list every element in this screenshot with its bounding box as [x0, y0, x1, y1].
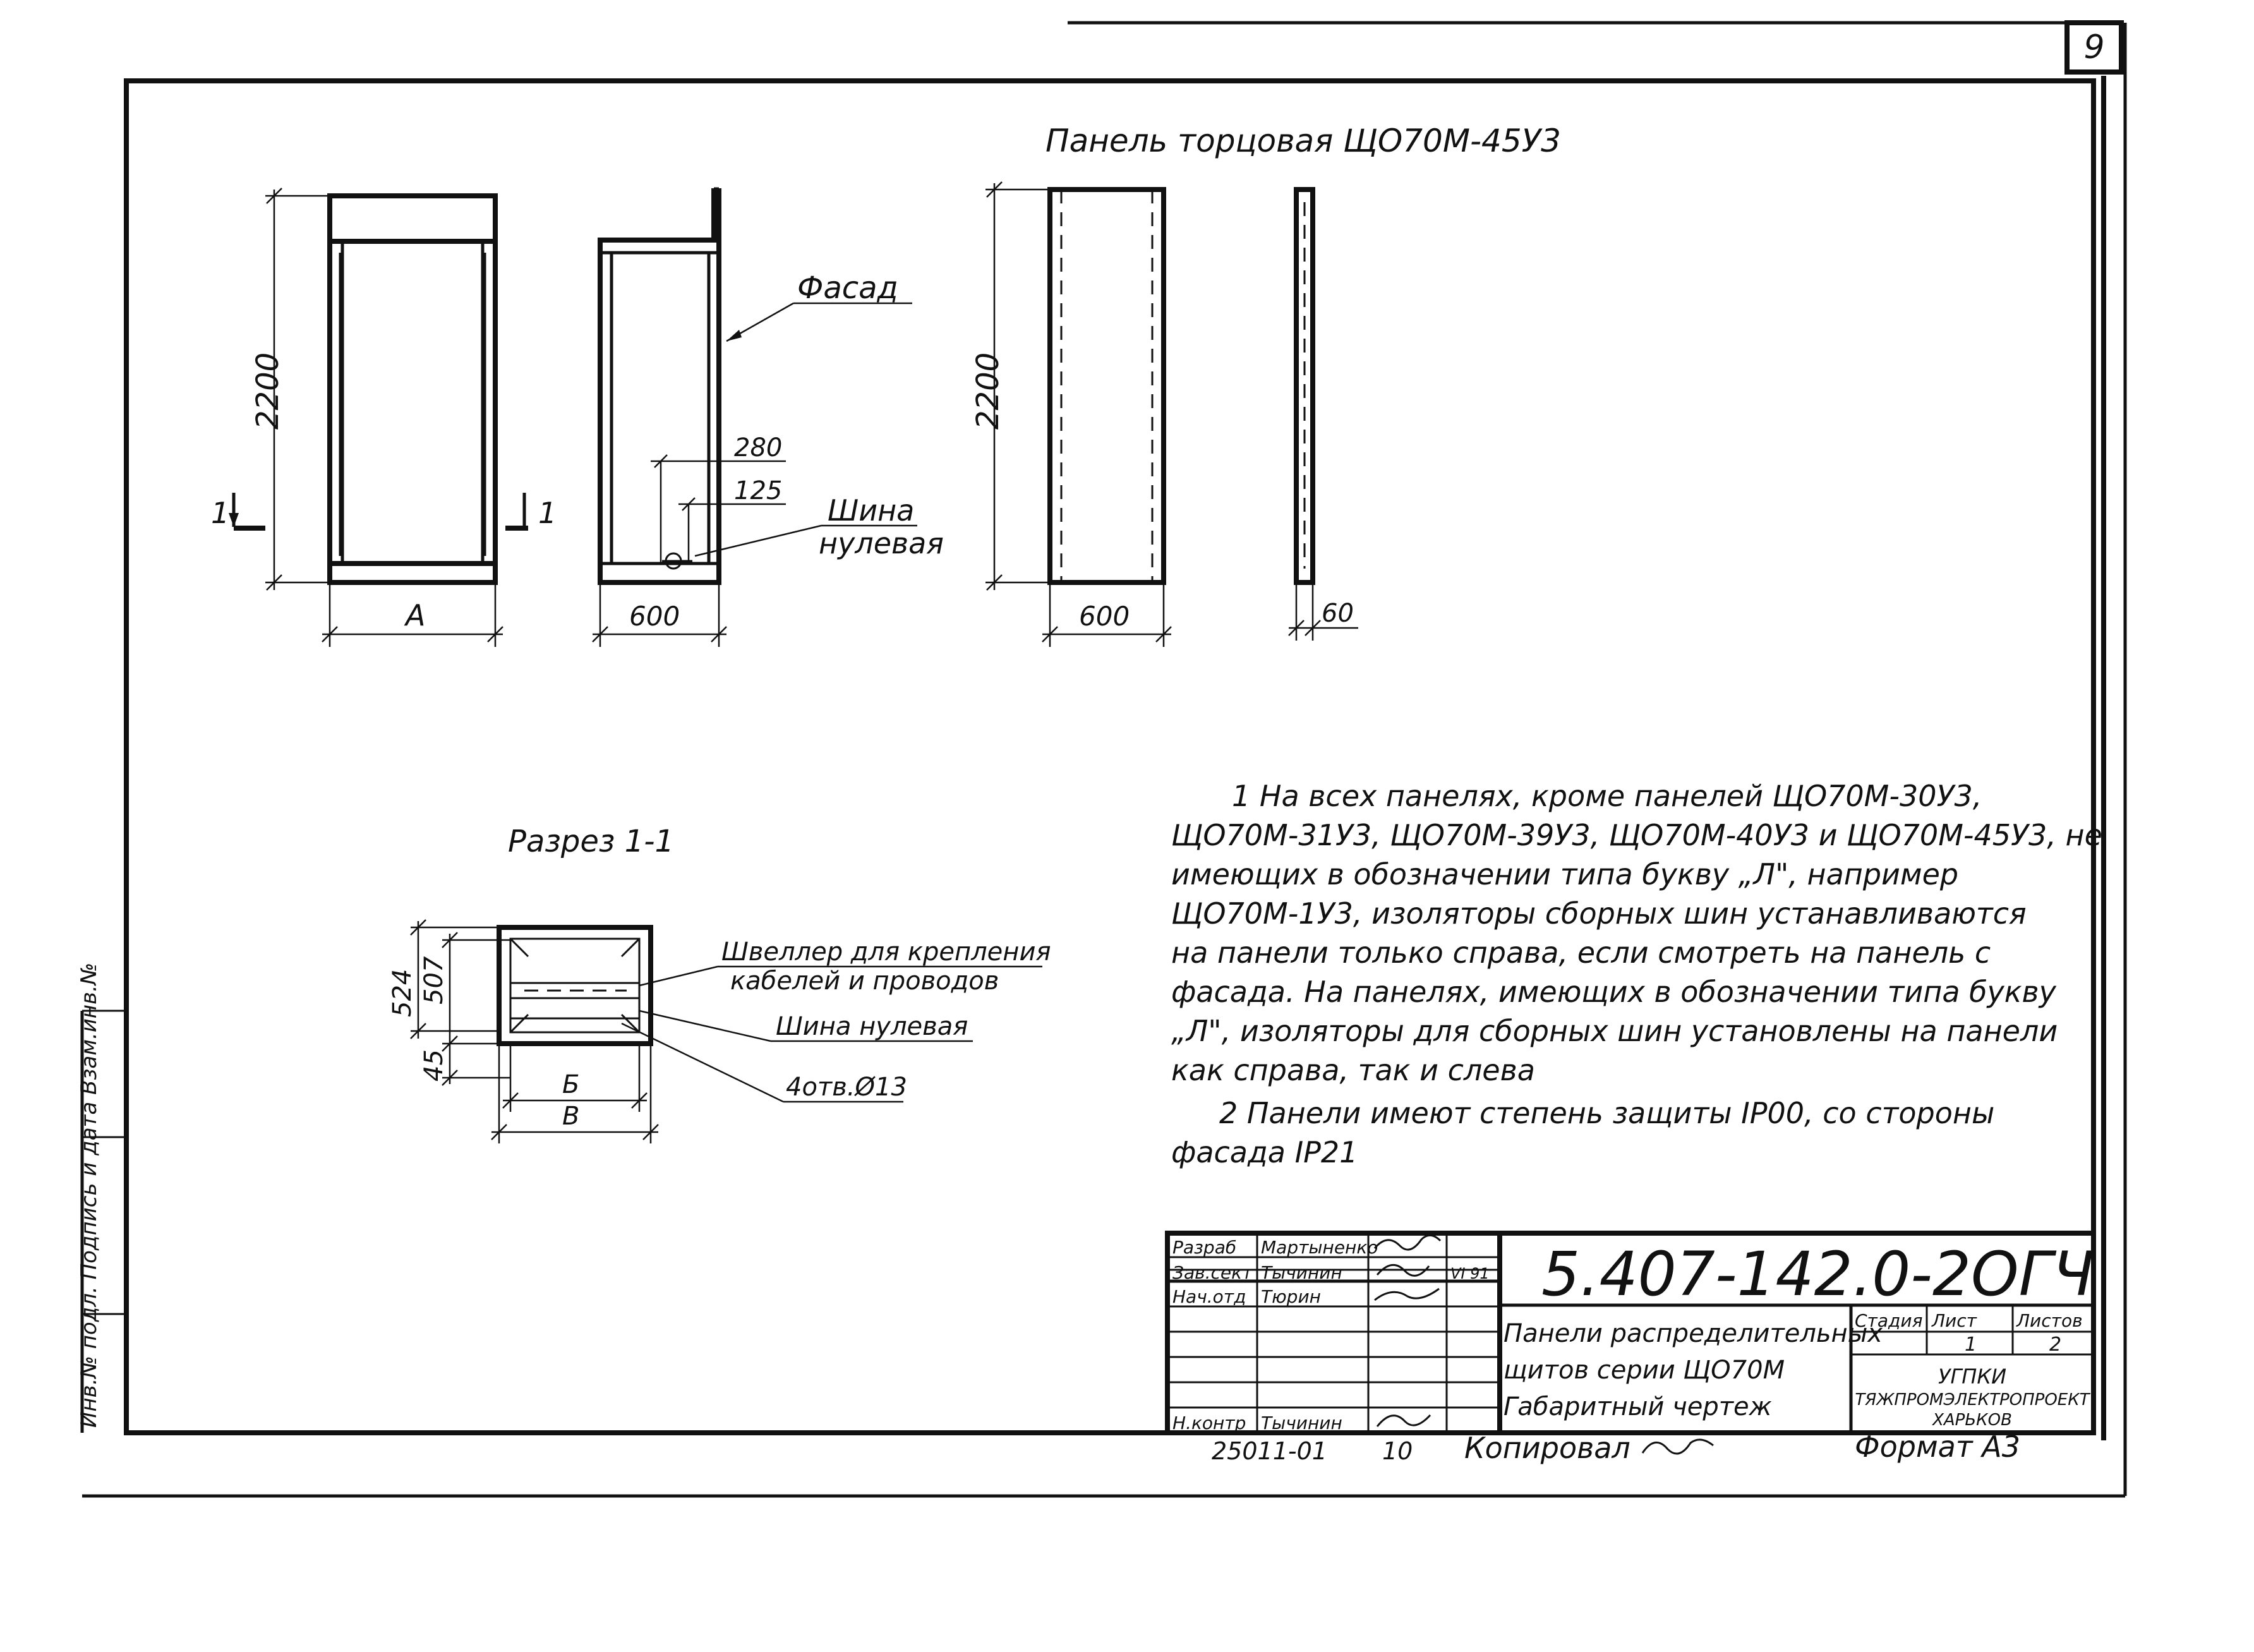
note-line: на панели только справа, если смотреть на панель с	[1171, 936, 1991, 970]
note-line: „Л", изоляторы для сборных шин установлены на панели	[1171, 1014, 2058, 1048]
panel-height-label: 2200	[970, 352, 1006, 430]
front-view	[330, 196, 495, 582]
edge-width-label: 60	[1322, 599, 1354, 628]
note-line: как справа, так и слева	[1171, 1053, 1535, 1087]
copier-signature	[1642, 1440, 1713, 1454]
tb-name: Тюрин	[1261, 1286, 1321, 1307]
section-dim-v: В	[562, 1102, 580, 1131]
side-dim-280: 280	[734, 433, 783, 462]
tb-role: Зав.сект	[1172, 1262, 1253, 1283]
tb-org: ТЯЖПРОМЭЛЕКТРОПРОЕКТ	[1855, 1390, 2090, 1409]
order-number: 25011-01	[1212, 1437, 1327, 1465]
edge-view	[1296, 190, 1313, 582]
note-line: имеющих в обозначении типа букву „Л", например	[1171, 857, 1959, 891]
side-dim-125: 125	[734, 476, 783, 505]
section-marker-left	[229, 493, 265, 528]
channel-label-line1: Швеллер для крепления	[721, 938, 1051, 967]
tb-description: Габаритный чертеж	[1504, 1392, 1772, 1421]
note-line: ЩО70М-1У3, изоляторы сборных шин устанавливаются	[1171, 896, 2027, 931]
notes-block	[1171, 779, 2102, 1169]
section-marker-right-label: 1	[538, 496, 557, 530]
note-line: фасада. На панелях, имеющих в обозначении типа букву	[1171, 975, 2056, 1009]
holes-label: 4отв.Ø13	[786, 1073, 907, 1102]
tb-description: Панели распределительных	[1504, 1319, 1883, 1348]
copied-label: Копировал	[1464, 1431, 1630, 1465]
tb-description: щитов серии ЩО70М	[1504, 1356, 1785, 1385]
side-view	[600, 188, 719, 582]
tb-role: Н.контр	[1172, 1413, 1246, 1433]
sheet-number: 9	[2083, 28, 2105, 66]
tb-date: VI 91	[1450, 1265, 1490, 1282]
zero-bus-label-line2: нулевая	[819, 526, 944, 560]
facade-label: Фасад	[797, 270, 898, 306]
tb-name: Тычинин	[1261, 1413, 1342, 1433]
section-marker-left-label: 1	[211, 496, 230, 530]
section-dim-b: Б	[562, 1070, 580, 1099]
document-code: 5.407-142.0-2ОГЧ	[1541, 1239, 2094, 1310]
tb-stage-header: Стадия	[1855, 1310, 1923, 1331]
tb-sheets-header: Листов	[2016, 1310, 2083, 1331]
facade-leader	[726, 303, 912, 341]
format-label: Формат А3	[1855, 1430, 2020, 1464]
section-zero-bus-label: Шина нулевая	[776, 1012, 968, 1041]
front-width-label: А	[406, 598, 426, 632]
copy-number: 10	[1382, 1437, 1413, 1465]
tb-org: ХАРЬКОВ	[1932, 1411, 2012, 1430]
tb-name: Тычинин	[1261, 1262, 1342, 1283]
note-line: 2 Панели имеют степень защиты IP00, со стороны	[1219, 1096, 1995, 1130]
tb-name: Мартыненко	[1261, 1237, 1378, 1258]
note-line: фасада IP21	[1171, 1135, 1358, 1169]
margin-stamp-text: Инв.№ подл. Подпись и дата Взам.инв.№	[76, 962, 102, 1428]
tb-sheet-value: 1	[1965, 1334, 1977, 1356]
section-dim-507: 507	[419, 956, 449, 1004]
front-height-label: 2200	[250, 352, 286, 430]
zero-bus-label-line1: Шина	[828, 493, 915, 528]
section-dim-45: 45	[419, 1049, 449, 1082]
drawing-frame	[126, 81, 2094, 1433]
tb-org: УГПКИ	[1938, 1365, 2007, 1389]
drawing-title: Панель торцовая ЩО70М-45У3	[1046, 123, 1561, 159]
note-line: 1 На всех панелях, кроме панелей ЩО70М-30У3,	[1232, 779, 1982, 813]
side-width-label: 600	[629, 601, 680, 632]
tb-sheet-header: Лист	[1932, 1310, 1977, 1331]
note-line: ЩО70М-31У3, ЩО70М-39У3, ЩО70М-40У3 и ЩО70М-45У3, не	[1171, 818, 2102, 852]
panel-width-label: 600	[1079, 601, 1130, 632]
tb-role: Нач.отд	[1172, 1286, 1246, 1307]
channel-label-line2: кабелей и проводов	[730, 967, 999, 996]
tb-sheets-value: 2	[2049, 1334, 2062, 1356]
panel-view	[1050, 190, 1164, 582]
section-dim-524: 524	[388, 968, 417, 1017]
section-marker-right	[505, 493, 528, 528]
tb-role: Разраб	[1172, 1237, 1237, 1258]
section-title: Разрез 1-1	[508, 824, 675, 859]
